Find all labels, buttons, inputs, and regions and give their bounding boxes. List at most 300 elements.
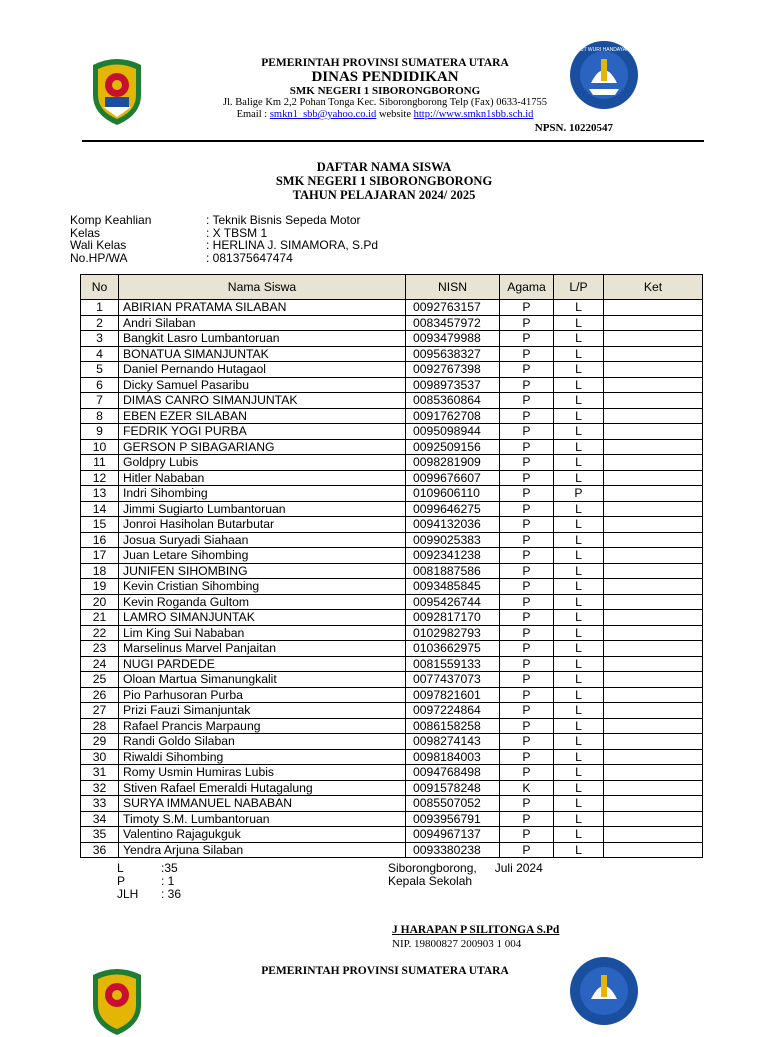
table-row <box>81 718 703 734</box>
student-gender: L <box>554 749 604 765</box>
table-row <box>81 455 703 471</box>
student-religion: P <box>500 563 554 579</box>
info-label: No.HP/WA <box>70 250 128 265</box>
student-note <box>604 579 703 595</box>
student-nisn: 0093956791 <box>406 811 500 827</box>
table-row <box>81 548 703 564</box>
student-name: Hitler Nababan <box>119 470 406 486</box>
table-row <box>81 749 703 765</box>
student-religion: P <box>500 393 554 409</box>
student-note <box>604 718 703 734</box>
student-religion: P <box>500 796 554 812</box>
student-name: Valentino Rajagukguk <box>119 827 406 843</box>
row-number: 6 <box>81 377 119 393</box>
student-gender: L <box>554 811 604 827</box>
student-note <box>604 734 703 750</box>
student-gender: L <box>554 610 604 626</box>
student-name: Jonroi Hasiholan Butarbutar <box>119 517 406 533</box>
student-note <box>604 656 703 672</box>
tut-wuri-handayani-logo-icon <box>567 37 641 117</box>
student-gender: L <box>554 687 604 703</box>
student-nisn: 0094132036 <box>406 517 500 533</box>
row-number: 31 <box>81 765 119 781</box>
student-gender: L <box>554 300 604 316</box>
student-note <box>604 439 703 455</box>
student-nisn: 0077437073 <box>406 672 500 688</box>
student-nisn: 0093380238 <box>406 842 500 858</box>
table-row <box>81 703 703 719</box>
table-row <box>81 796 703 812</box>
row-number: 11 <box>81 455 119 471</box>
student-nisn: 0092509156 <box>406 439 500 455</box>
student-note <box>604 641 703 657</box>
student-note <box>604 703 703 719</box>
student-note <box>604 827 703 843</box>
student-gender: L <box>554 656 604 672</box>
student-name: LAMRO SIMANJUNTAK <box>119 610 406 626</box>
row-number: 19 <box>81 579 119 595</box>
student-name: Bangkit Lasro Lumbantoruan <box>119 331 406 347</box>
student-note <box>604 331 703 347</box>
student-religion: P <box>500 610 554 626</box>
student-note <box>604 393 703 409</box>
student-gender: L <box>554 827 604 843</box>
info-label: Kelas <box>70 225 101 240</box>
student-name: JUNIFEN SIHOMBING <box>119 563 406 579</box>
info-value: : 081375647474 <box>206 250 293 265</box>
student-gender: L <box>554 734 604 750</box>
row-number: 35 <box>81 827 119 843</box>
row-number: 32 <box>81 780 119 796</box>
student-religion: P <box>500 656 554 672</box>
student-religion: P <box>500 408 554 424</box>
column-header: Ket <box>604 275 703 300</box>
student-nisn: 0098281909 <box>406 455 500 471</box>
student-name: Kevin Cristian Sihombing <box>119 579 406 595</box>
student-note <box>604 765 703 781</box>
npsn: NPSN. 10220547 <box>534 122 613 134</box>
student-table <box>80 274 703 858</box>
signature-block <box>388 862 543 888</box>
student-note <box>604 672 703 688</box>
student-nisn: 0081887586 <box>406 563 500 579</box>
student-nisn: 0092341238 <box>406 548 500 564</box>
info-label: Wali Kelas <box>70 238 127 252</box>
student-gender: L <box>554 455 604 471</box>
table-row <box>81 780 703 796</box>
student-nisn: 0091578248 <box>406 780 500 796</box>
student-name: SURYA IMMANUEL NABABAN <box>119 796 406 812</box>
table-row <box>81 331 703 347</box>
student-gender: L <box>554 331 604 347</box>
student-nisn: 0083457972 <box>406 315 500 331</box>
table-row <box>81 842 703 858</box>
student-nisn: 0093485845 <box>406 579 500 595</box>
student-gender: L <box>554 625 604 641</box>
student-note <box>604 594 703 610</box>
student-note <box>604 517 703 533</box>
student-nisn: 0099025383 <box>406 532 500 548</box>
student-religion: P <box>500 548 554 564</box>
student-name: Dicky Samuel Pasaribu <box>119 377 406 393</box>
table-row <box>81 362 703 378</box>
student-nisn: 0093479988 <box>406 331 500 347</box>
row-number: 24 <box>81 656 119 672</box>
logo-caption: TUT WURI HANDAYANI <box>576 47 632 53</box>
table-row <box>81 517 703 533</box>
student-religion: P <box>500 455 554 471</box>
info-value: : X TBSM 1 <box>206 225 268 240</box>
website-label: website <box>378 109 412 120</box>
student-note <box>604 780 703 796</box>
row-number: 17 <box>81 548 119 564</box>
student-religion: P <box>500 703 554 719</box>
row-number: 9 <box>81 424 119 440</box>
student-gender: L <box>554 517 604 533</box>
student-religion: P <box>500 827 554 843</box>
row-number: 7 <box>81 393 119 409</box>
student-nisn: 0098973537 <box>406 377 500 393</box>
student-gender: L <box>554 393 604 409</box>
student-note <box>604 362 703 378</box>
email-label: Email : <box>236 109 268 120</box>
student-religion: P <box>500 687 554 703</box>
table-body <box>81 300 703 858</box>
table-row <box>81 610 703 626</box>
header-department: DINAS PENDIDIKAN <box>311 69 459 85</box>
row-number: 23 <box>81 641 119 657</box>
info-row <box>70 252 378 265</box>
student-religion: P <box>500 718 554 734</box>
student-gender: L <box>554 703 604 719</box>
email-link[interactable]: smkn1_sbb@yahoo.co.id <box>269 109 377 120</box>
student-nisn: 0102982793 <box>406 625 500 641</box>
student-religion: P <box>500 734 554 750</box>
header-government: PEMERINTAH PROVINSI SUMATERA UTARA <box>261 57 509 69</box>
row-number: 10 <box>81 439 119 455</box>
student-nisn: 0092763157 <box>406 300 500 316</box>
table-row <box>81 672 703 688</box>
student-religion: P <box>500 331 554 347</box>
row-number: 30 <box>81 749 119 765</box>
student-name: Rafael Prancis Marpaung <box>119 718 406 734</box>
student-name: EBEN EZER SILABAN <box>119 408 406 424</box>
student-name: Goldpry Lubis <box>119 455 406 471</box>
student-gender: L <box>554 780 604 796</box>
column-header: Nama Siswa <box>119 275 406 300</box>
student-gender: L <box>554 346 604 362</box>
row-number: 34 <box>81 811 119 827</box>
student-gender: L <box>554 718 604 734</box>
gender-summary <box>117 862 181 901</box>
table-row <box>81 656 703 672</box>
student-nisn: 0097821601 <box>406 687 500 703</box>
student-religion: P <box>500 749 554 765</box>
info-value: : Teknik Bisnis Sepeda Motor <box>206 213 361 227</box>
student-note <box>604 455 703 471</box>
row-number: 28 <box>81 718 119 734</box>
row-number: 13 <box>81 486 119 502</box>
student-nisn: 0095638327 <box>406 346 500 362</box>
student-gender: L <box>554 532 604 548</box>
table-row <box>81 486 703 502</box>
principal-nip: NIP. 19800827 200903 1 004 <box>392 938 522 950</box>
student-nisn: 0098274143 <box>406 734 500 750</box>
student-note <box>604 625 703 641</box>
table-row <box>81 594 703 610</box>
row-number: 29 <box>81 734 119 750</box>
student-religion: P <box>500 486 554 502</box>
student-religion: P <box>500 377 554 393</box>
class-info <box>70 214 378 264</box>
student-gender: L <box>554 842 604 858</box>
student-name: NUGI PARDEDE <box>119 656 406 672</box>
table-row <box>81 765 703 781</box>
student-note <box>604 377 703 393</box>
student-note <box>604 548 703 564</box>
student-religion: P <box>500 362 554 378</box>
student-religion: P <box>500 501 554 517</box>
student-nisn: 0086158258 <box>406 718 500 734</box>
student-religion: P <box>500 517 554 533</box>
website-link[interactable]: http://www.smkn1sbb.sch.id <box>413 109 534 120</box>
table-row <box>81 346 703 362</box>
student-gender: L <box>554 362 604 378</box>
student-note <box>604 408 703 424</box>
table-row <box>81 470 703 486</box>
student-name: Lim King Sui Nababan <box>119 625 406 641</box>
student-nisn: 0103662975 <box>406 641 500 657</box>
column-header: NISN <box>406 275 500 300</box>
table-row <box>81 315 703 331</box>
student-note <box>604 424 703 440</box>
student-note <box>604 501 703 517</box>
signature-date: Juli 2024 <box>494 861 543 875</box>
row-number: 1 <box>81 300 119 316</box>
student-name: Indri Sihombing <box>119 486 406 502</box>
student-note <box>604 563 703 579</box>
student-religion: P <box>500 315 554 331</box>
student-name: FEDRIK YOGI PURBA <box>119 424 406 440</box>
row-number: 18 <box>81 563 119 579</box>
header-address: Jl. Balige Km 2,2 Pohan Tonga Kec. Siborongborong Telp (Fax) 0633-41755 <box>223 97 547 108</box>
student-name: Juan Letare Sihombing <box>119 548 406 564</box>
summary-key: P <box>117 874 126 888</box>
summary-value: : 36 <box>161 887 182 901</box>
table-row <box>81 563 703 579</box>
table-row <box>81 377 703 393</box>
header-school: SMK NEGERI 1 SIBORONGBORONG <box>289 85 481 97</box>
student-nisn: 0099676607 <box>406 470 500 486</box>
student-name: DIMAS CANRO SIMANJUNTAK <box>119 393 406 409</box>
document-year: TAHUN PELAJARAN 2024/ 2025 <box>292 188 476 202</box>
header-contact <box>200 109 570 121</box>
table-row <box>81 439 703 455</box>
student-gender: L <box>554 439 604 455</box>
student-gender: L <box>554 501 604 517</box>
student-gender: L <box>554 672 604 688</box>
row-number: 3 <box>81 331 119 347</box>
info-label: Komp Keahlian <box>70 213 152 227</box>
student-religion: P <box>500 300 554 316</box>
student-nisn: 0081559133 <box>406 656 500 672</box>
student-name: Prizi Fauzi Simanjuntak <box>119 703 406 719</box>
row-number: 2 <box>81 315 119 331</box>
student-note <box>604 486 703 502</box>
student-note <box>604 796 703 812</box>
table-row <box>81 687 703 703</box>
column-header: Agama <box>500 275 554 300</box>
signature-place: Siborongborong, <box>388 861 477 875</box>
student-religion: P <box>500 470 554 486</box>
student-name: Jimmi Sugiarto Lumbantoruan <box>119 501 406 517</box>
student-name: GERSON P SIBAGARIANG <box>119 439 406 455</box>
student-name: Pio Parhusoran Purba <box>119 687 406 703</box>
student-name: ABIRIAN PRATAMA SILABAN <box>119 300 406 316</box>
student-religion: P <box>500 439 554 455</box>
summary-key: JLH <box>117 887 139 901</box>
student-nisn: 0091762708 <box>406 408 500 424</box>
row-number: 20 <box>81 594 119 610</box>
table-header-row <box>81 275 703 300</box>
row-number: 22 <box>81 625 119 641</box>
student-gender: L <box>554 594 604 610</box>
row-number: 36 <box>81 842 119 858</box>
student-note <box>604 470 703 486</box>
letterhead <box>0 47 768 145</box>
student-religion: P <box>500 625 554 641</box>
student-religion: P <box>500 641 554 657</box>
table-row <box>81 641 703 657</box>
summary-key: L <box>117 861 124 875</box>
student-nisn: 0092817170 <box>406 610 500 626</box>
student-religion: P <box>500 424 554 440</box>
student-gender: L <box>554 424 604 440</box>
student-gender: L <box>554 315 604 331</box>
row-number: 26 <box>81 687 119 703</box>
table-row <box>81 501 703 517</box>
document-school: SMK NEGERI 1 SIBORONGBORONG <box>275 174 493 188</box>
student-gender: L <box>554 408 604 424</box>
student-religion: P <box>500 346 554 362</box>
student-note <box>604 749 703 765</box>
column-header: L/P <box>554 275 604 300</box>
table-row <box>81 625 703 641</box>
row-number: 8 <box>81 408 119 424</box>
student-religion: P <box>500 532 554 548</box>
info-row <box>70 239 378 252</box>
student-name: Yendra Arjuna Silaban <box>119 842 406 858</box>
footer-government: PEMERINTAH PROVINSI SUMATERA UTARA <box>261 965 509 977</box>
row-number: 27 <box>81 703 119 719</box>
student-religion: P <box>500 672 554 688</box>
info-row <box>70 214 378 227</box>
column-header: No <box>81 275 119 300</box>
summary-row <box>117 888 181 901</box>
student-nisn: 0097224864 <box>406 703 500 719</box>
student-name: Randi Goldo Silaban <box>119 734 406 750</box>
student-name: Josua Suryadi Siahaan <box>119 532 406 548</box>
summary-value: : 1 <box>161 874 175 888</box>
table-row <box>81 827 703 843</box>
signature-role: Kepala Sekolah <box>388 874 473 888</box>
student-religion: P <box>500 594 554 610</box>
student-nisn: 0092767398 <box>406 362 500 378</box>
student-gender: P <box>554 486 604 502</box>
row-number: 16 <box>81 532 119 548</box>
student-note <box>604 315 703 331</box>
student-nisn: 0094768498 <box>406 765 500 781</box>
table-row <box>81 424 703 440</box>
student-nisn: 0094967137 <box>406 827 500 843</box>
header-divider <box>82 140 704 142</box>
row-number: 5 <box>81 362 119 378</box>
row-number: 33 <box>81 796 119 812</box>
row-number: 4 <box>81 346 119 362</box>
summary-value: :35 <box>161 861 178 875</box>
student-religion: P <box>500 765 554 781</box>
student-gender: L <box>554 641 604 657</box>
row-number: 15 <box>81 517 119 533</box>
student-name: Timoty S.M. Lumbantoruan <box>119 811 406 827</box>
student-name: Kevin Roganda Gultom <box>119 594 406 610</box>
tut-wuri-handayani-logo-icon <box>567 953 641 1033</box>
province-emblem-icon <box>85 55 149 127</box>
document-title: DAFTAR NAMA SISWA <box>316 160 452 174</box>
table-row <box>81 408 703 424</box>
table-row <box>81 300 703 316</box>
student-religion: P <box>500 842 554 858</box>
student-note <box>604 610 703 626</box>
student-note <box>604 300 703 316</box>
student-religion: P <box>500 579 554 595</box>
student-gender: L <box>554 470 604 486</box>
province-emblem-icon <box>85 965 149 1037</box>
student-nisn: 0109606110 <box>406 486 500 502</box>
principal-name: J HARAPAN P SILITONGA S.Pd <box>392 924 560 936</box>
student-gender: L <box>554 377 604 393</box>
table-row <box>81 811 703 827</box>
student-gender: L <box>554 765 604 781</box>
student-religion: K <box>500 780 554 796</box>
row-number: 12 <box>81 470 119 486</box>
student-note <box>604 346 703 362</box>
student-name: BONATUA SIMANJUNTAK <box>119 346 406 362</box>
student-name: Stiven Rafael Emeraldi Hutagalung <box>119 780 406 796</box>
student-nisn: 0085360864 <box>406 393 500 409</box>
student-name: Marselinus Marvel Panjaitan <box>119 641 406 657</box>
student-name: Andri Silaban <box>119 315 406 331</box>
student-nisn: 0099646275 <box>406 501 500 517</box>
student-nisn: 0085507052 <box>406 796 500 812</box>
student-gender: L <box>554 548 604 564</box>
student-name: Romy Usmin Humiras Lubis <box>119 765 406 781</box>
student-nisn: 0095426744 <box>406 594 500 610</box>
student-name: Oloan Martua Simanungkalit <box>119 672 406 688</box>
student-name: Daniel Pernando Hutagaol <box>119 362 406 378</box>
student-nisn: 0095098944 <box>406 424 500 440</box>
student-gender: L <box>554 579 604 595</box>
student-nisn: 0098184003 <box>406 749 500 765</box>
table-row <box>81 393 703 409</box>
student-religion: P <box>500 811 554 827</box>
student-gender: L <box>554 563 604 579</box>
table-row <box>81 579 703 595</box>
student-gender: L <box>554 796 604 812</box>
row-number: 14 <box>81 501 119 517</box>
student-note <box>604 532 703 548</box>
student-note <box>604 842 703 858</box>
